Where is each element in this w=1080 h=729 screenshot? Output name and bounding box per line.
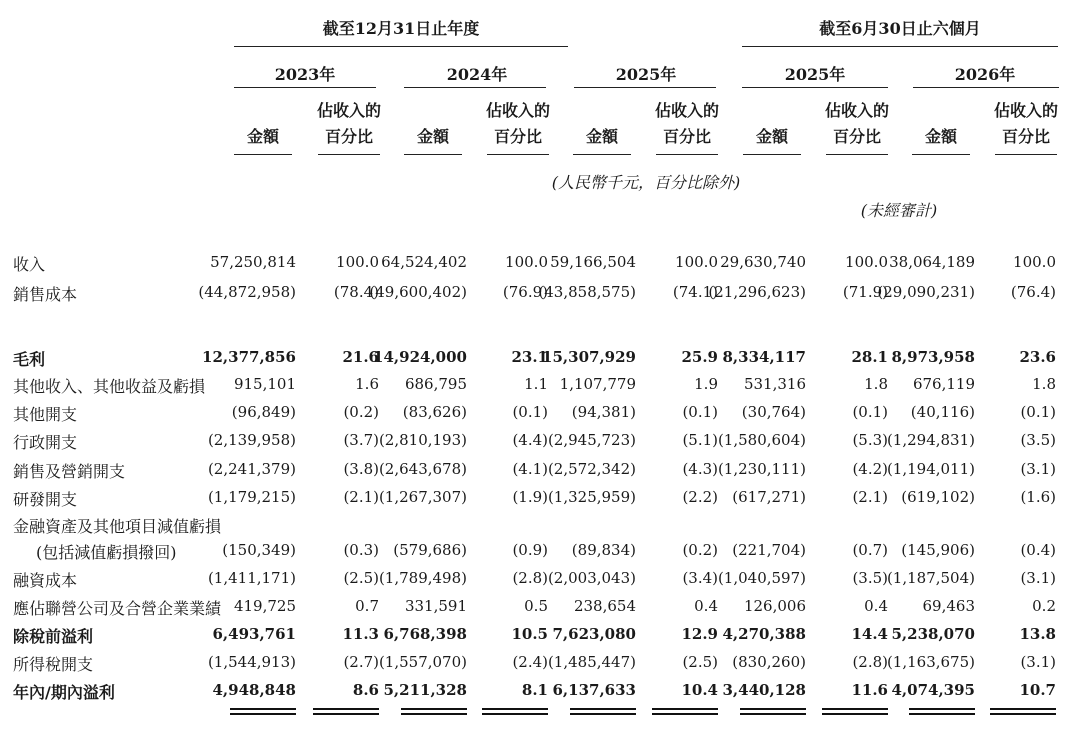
row-label: 毛利 [13,350,46,369]
cell-amount: 4,074,395 [891,681,975,699]
cell-percentage: (3.8) [343,460,379,478]
cell-amount: 12,377,856 [202,348,296,366]
double-rule [652,708,718,715]
cell-percentage: 0.5 [524,597,548,615]
col-header-pct-line1: 佔收入的 [316,101,382,120]
cell-amount: (96,849) [231,403,296,421]
cell-percentage: 1.8 [864,375,888,393]
cell-amount: (49,600,402) [369,283,467,301]
cell-percentage: (0.2) [343,403,379,421]
cell-percentage: (3.5) [852,569,888,587]
currency-note: (人民幣千元，百分比除外) [551,173,741,192]
group-rule-half [742,46,1058,47]
cell-amount: (21,296,623) [708,283,806,301]
cell-percentage: (4.2) [852,460,888,478]
cell-amount: (43,858,575) [538,283,636,301]
cell-percentage: 10.5 [511,625,548,643]
col-header-pct-line1: 佔收入的 [654,101,720,120]
cell-percentage: (0.1) [512,403,548,421]
cell-amount: (94,381) [571,403,636,421]
cell-amount: (2,643,678) [378,460,467,478]
cell-percentage: (2.7) [343,653,379,671]
row-label-continued: (包括減值虧損撥回) [36,543,177,562]
group-rule-year [234,46,568,47]
cell-percentage: (5.3) [852,431,888,449]
cell-percentage: (0.2) [682,541,718,559]
col-header-pct-line2: 百分比 [832,127,882,146]
cell-amount: (2,810,193) [378,431,467,449]
cell-percentage: 23.6 [1019,348,1056,366]
row-label: 應佔聯營公司及合營企業業績 [13,599,222,618]
row-label: 收入 [13,255,46,274]
cell-percentage: 10.4 [681,681,718,699]
cell-percentage: 14.4 [851,625,888,643]
cell-amount: 915,101 [233,375,296,393]
year-header-2024: 2024年 [446,65,508,84]
cell-percentage: 0.7 [355,597,379,615]
cell-percentage: (2.2) [682,488,718,506]
double-rule [230,708,296,715]
cell-percentage: (1.9) [512,488,548,506]
cell-amount: 419,725 [233,597,296,615]
cell-percentage: (78.4) [333,283,379,301]
double-rule [990,708,1056,715]
col-header-rule [743,154,801,155]
col-header-rule [912,154,970,155]
cell-percentage: (0.1) [852,403,888,421]
double-rule [313,708,379,715]
col-header-rule [656,154,718,155]
cell-percentage: (1.6) [1020,488,1056,506]
cell-amount: 8,973,958 [891,348,975,366]
cell-amount: 4,948,848 [212,681,296,699]
col-header-pct-line2: 百分比 [1001,127,1051,146]
col-header-amount: 金額 [246,127,280,146]
col-header-pct-line2: 百分比 [493,127,543,146]
cell-percentage: 100.0 [1013,253,1056,271]
cell-percentage: (3.1) [1020,569,1056,587]
year-rule [742,87,888,88]
cell-amount: (29,090,231) [877,283,975,301]
cell-amount: (221,704) [732,541,806,559]
cell-amount: 8,334,117 [722,348,806,366]
year-rule [404,87,546,88]
group-header-year: 截至12月31日止年度 [322,19,480,38]
year-header-2023: 2023年 [274,65,336,84]
double-rule [482,708,548,715]
cell-percentage: 13.8 [1019,625,1056,643]
cell-percentage: (4.4) [512,431,548,449]
cell-percentage: (4.3) [682,460,718,478]
cell-amount: 69,463 [922,597,975,615]
year-header-2025: 2025年 [615,65,677,84]
col-header-amount: 金額 [585,127,619,146]
cell-percentage: 10.7 [1019,681,1056,699]
cell-percentage: 100.0 [336,253,379,271]
cell-amount: (1,294,831) [886,431,975,449]
cell-amount: (89,834) [571,541,636,559]
cell-percentage: (0.9) [512,541,548,559]
col-header-rule [573,154,631,155]
cell-percentage: 8.6 [352,681,379,699]
cell-percentage: (71.9) [842,283,888,301]
cell-amount: 57,250,814 [210,253,296,271]
cell-amount: 29,630,740 [720,253,806,271]
col-header-pct-line1: 佔收入的 [485,101,551,120]
double-rule [570,708,636,715]
cell-amount: 1,107,779 [559,375,636,393]
double-rule [401,708,467,715]
cell-amount: (83,626) [402,403,467,421]
cell-percentage: (3.4) [682,569,718,587]
cell-amount: (2,241,379) [207,460,296,478]
cell-amount: (1,163,675) [886,653,975,671]
cell-percentage: (76.4) [1010,283,1056,301]
cell-percentage: 8.1 [521,681,548,699]
cell-percentage: (0.7) [852,541,888,559]
cell-amount: (44,872,958) [198,283,296,301]
row-label: 銷售及營銷開支 [13,462,126,481]
row-label: 金融資產及其他項目減值虧損 [13,517,222,536]
cell-amount: 64,524,402 [381,253,467,271]
cell-percentage: (2.1) [343,488,379,506]
cell-percentage: (3.1) [1020,653,1056,671]
double-rule [909,708,975,715]
cell-percentage: (2.5) [682,653,718,671]
year-header-2025-half: 2025年 [784,65,846,84]
row-label: 銷售成本 [13,285,78,304]
col-header-rule [318,154,380,155]
cell-amount: (2,945,723) [547,431,636,449]
cell-amount: (1,411,171) [207,569,296,587]
cell-percentage: 1.9 [694,375,718,393]
col-header-amount: 金額 [924,127,958,146]
cell-amount: 331,591 [404,597,467,615]
double-rule [822,708,888,715]
cell-amount: 15,307,929 [542,348,636,366]
double-rule [740,708,806,715]
row-label: 年內/期內溢利 [13,683,115,702]
cell-amount: (2,139,958) [207,431,296,449]
col-header-amount: 金額 [755,127,789,146]
cell-amount: (1,179,215) [207,488,296,506]
cell-amount: 686,795 [404,375,467,393]
cell-amount: (1,040,597) [717,569,806,587]
cell-amount: (145,906) [901,541,975,559]
col-header-pct-line1: 佔收入的 [824,101,890,120]
col-header-rule [404,154,462,155]
cell-amount: 14,924,000 [373,348,467,366]
col-header-pct-line1: 佔收入的 [993,101,1059,120]
col-header-rule [234,154,292,155]
cell-amount: (1,485,447) [547,653,636,671]
cell-amount: 3,440,128 [722,681,806,699]
cell-percentage: (5.1) [682,431,718,449]
col-header-pct-line2: 百分比 [662,127,712,146]
cell-amount: (1,580,604) [717,431,806,449]
cell-percentage: 100.0 [845,253,888,271]
cell-amount: (2,003,043) [547,569,636,587]
cell-percentage: (2.8) [512,569,548,587]
cell-amount: 4,270,388 [722,625,806,643]
year-rule [234,87,376,88]
cell-percentage: (2.1) [852,488,888,506]
cell-amount: (1,789,498) [378,569,467,587]
cell-percentage: (3.7) [343,431,379,449]
cell-percentage: (74.1) [672,283,718,301]
cell-percentage: (2.8) [852,653,888,671]
row-label: 研發開支 [13,490,78,509]
cell-amount: 38,064,189 [889,253,975,271]
cell-percentage: 23.1 [511,348,548,366]
cell-amount: 5,211,328 [383,681,467,699]
unaudited-note: (未經審計) [860,201,938,220]
cell-percentage: (0.1) [1020,403,1056,421]
cell-amount: (30,764) [741,403,806,421]
cell-percentage: (3.1) [1020,460,1056,478]
row-label: 所得稅開支 [13,655,94,674]
year-header-2026-half: 2026年 [954,65,1016,84]
cell-percentage: 0.4 [694,597,718,615]
cell-percentage: 28.1 [851,348,888,366]
cell-amount: (1,325,959) [547,488,636,506]
cell-amount: (1,187,504) [886,569,975,587]
cell-percentage: 25.9 [681,348,718,366]
cell-percentage: 100.0 [505,253,548,271]
cell-amount: (2,572,342) [547,460,636,478]
cell-percentage: 1.8 [1032,375,1056,393]
cell-percentage: 0.4 [864,597,888,615]
cell-amount: 238,654 [573,597,636,615]
cell-percentage: 11.3 [342,625,379,643]
cell-amount: (619,102) [901,488,975,506]
cell-percentage: (3.5) [1020,431,1056,449]
cell-amount: 531,316 [743,375,806,393]
cell-amount: (579,686) [393,541,467,559]
col-header-amount: 金額 [416,127,450,146]
cell-percentage: 21.6 [342,348,379,366]
cell-amount: 5,238,070 [891,625,975,643]
cell-amount: (40,116) [910,403,975,421]
col-header-pct-line2: 百分比 [324,127,374,146]
cell-amount: (617,271) [732,488,806,506]
year-rule [913,87,1059,88]
cell-amount: (1,194,011) [886,460,975,478]
group-header-half: 截至6月30日止六個月 [819,19,981,38]
cell-percentage: (0.1) [682,403,718,421]
cell-amount: (150,349) [222,541,296,559]
cell-percentage: 12.9 [681,625,718,643]
row-label: 其他收入、其他收益及虧損 [13,377,206,396]
cell-amount: 7,623,080 [552,625,636,643]
cell-percentage: (76.9) [502,283,548,301]
cell-percentage: 100.0 [675,253,718,271]
cell-percentage: 0.2 [1032,597,1056,615]
cell-amount: (830,260) [732,653,806,671]
cell-amount: 6,493,761 [212,625,296,643]
cell-amount: (1,557,070) [378,653,467,671]
cell-amount: (1,544,913) [207,653,296,671]
cell-percentage: (4.1) [512,460,548,478]
cell-amount: (1,230,111) [717,460,806,478]
row-label: 行政開支 [13,433,78,452]
cell-amount: 6,137,633 [552,681,636,699]
cell-percentage: (0.4) [1020,541,1056,559]
row-label: 融資成本 [13,571,78,590]
cell-amount: (1,267,307) [378,488,467,506]
col-header-rule [487,154,549,155]
cell-percentage: (2.5) [343,569,379,587]
cell-percentage: (0.3) [343,541,379,559]
col-header-rule [995,154,1057,155]
cell-percentage: 1.1 [524,375,548,393]
row-label: 其他開支 [13,405,78,424]
cell-amount: 676,119 [912,375,975,393]
col-header-rule [826,154,888,155]
cell-percentage: 1.6 [355,375,379,393]
cell-percentage: (2.4) [512,653,548,671]
cell-percentage: 11.6 [851,681,888,699]
cell-amount: 59,166,504 [550,253,636,271]
year-rule [574,87,716,88]
cell-amount: 6,768,398 [383,625,467,643]
cell-amount: 126,006 [743,597,806,615]
row-label: 除稅前溢利 [13,627,94,646]
